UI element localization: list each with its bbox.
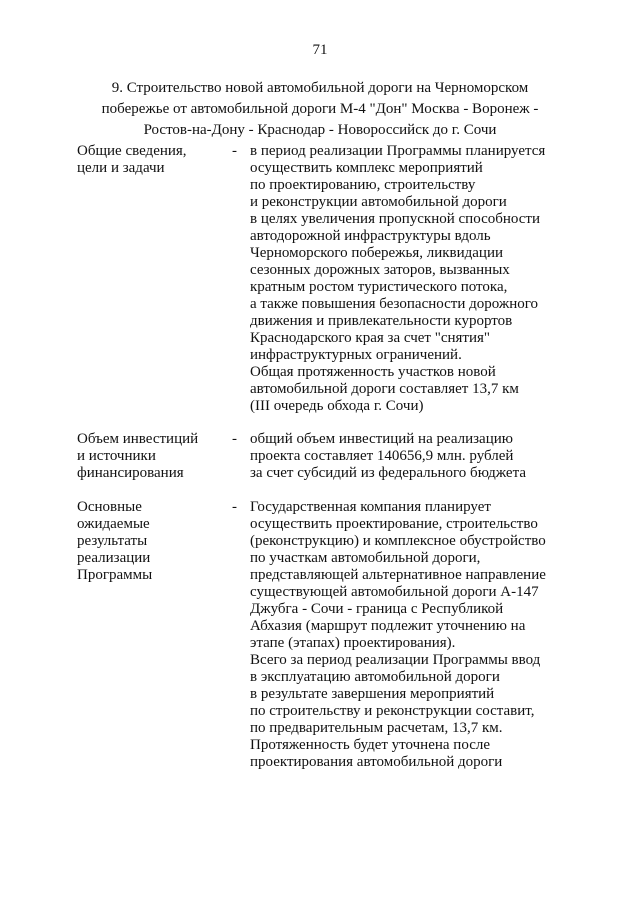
row-content-line: сезонных дорожных заторов, вызванных	[250, 262, 510, 278]
row-label-line: Программы	[77, 567, 153, 583]
row-dash: -	[232, 431, 237, 447]
row-label-line: результаты	[77, 533, 148, 549]
row-dash: -	[232, 143, 237, 159]
row-label-line: Объем инвестиций	[77, 431, 199, 447]
row-content-line: этапе (этапах) проектирования).	[250, 635, 456, 651]
row-content-line: проектирования автомобильной дороги	[250, 754, 503, 770]
row-content-line: Государственная компания планирует	[250, 499, 491, 515]
section-title-line: побережье от автомобильной дороги М-4 "Дон" Москва - Воронеж -	[101, 101, 539, 117]
row-content-line: инфраструктурных ограничений.	[250, 347, 462, 363]
row-content-line: Краснодарского края за счет "снятия"	[250, 330, 491, 346]
row-content-line: Общая протяженность участков новой	[250, 364, 496, 380]
row-content-line: по проектированию, строительству	[250, 177, 476, 193]
row-label-line: Общие сведения,	[77, 143, 187, 159]
row-content-line: (III очередь обхода г. Сочи)	[250, 398, 424, 414]
row-content-line: а также повышения безопасности дорожного	[250, 296, 539, 312]
section-title-line: Ростов-на-Дону - Краснодар - Новороссийск до г. Сочи	[143, 122, 497, 138]
row-label-line: ожидаемые	[77, 516, 150, 532]
row-content-line: кратным ростом туристического потока,	[250, 279, 508, 295]
row-content-line: автодорожной инфраструктуры вдоль	[250, 228, 491, 244]
row-content-line: Абхазия (маршрут подлежит уточнению на	[250, 618, 526, 634]
row-content-line: (реконструкцию) и комплексное обустройство	[250, 533, 546, 549]
row-content-line: Протяженность будет уточнена после	[250, 737, 490, 753]
row-label-line: цели и задачи	[77, 160, 165, 176]
row-content-line: Черноморского побережья, ликвидации	[250, 245, 504, 261]
row-content-line: и реконструкции автомобильной дороги	[250, 194, 507, 210]
row-content	[250, 499, 570, 771]
row-content-line: общий объем инвестиций на реализацию	[250, 431, 513, 447]
row-content	[250, 431, 570, 482]
row-content-line: в эксплуатацию автомобильной дороги	[250, 669, 500, 685]
row-dash: -	[232, 499, 237, 515]
row-content-line: существующей автомобильной дороги А-147	[250, 584, 539, 600]
row-label-line: реализации	[77, 550, 151, 566]
row-content-line: за счет субсидий из федерального бюджета	[250, 465, 526, 481]
row-label-line: Основные	[77, 499, 142, 515]
row-label-line: финансирования	[77, 465, 184, 481]
row-content	[250, 143, 570, 415]
row-content-line: осуществить комплекс мероприятий	[250, 160, 483, 176]
row-content-line: по участкам автомобильной дороги,	[250, 550, 481, 566]
row-content-line: проекта составляет 140656,9 млн. рублей	[250, 448, 514, 464]
row-content-line: по строительству и реконструкции составит,	[250, 703, 535, 719]
row-content-line: представляющей альтернативное направление	[250, 567, 546, 583]
section-title	[60, 78, 580, 141]
row-content-line: Всего за период реализации Программы ввод	[250, 652, 541, 668]
row-label	[77, 431, 227, 482]
section-title-line: 9. Строительство новой автомобильной дороги на Черноморском	[111, 80, 529, 96]
row-content-line: движения и привлекательности курортов	[250, 313, 513, 329]
page-number: 71	[312, 42, 328, 58]
row-content-line: осуществить проектирование, строительство	[250, 516, 538, 532]
row-content-line: Джубга - Сочи - граница с Республикой	[250, 601, 504, 617]
row-label	[77, 499, 227, 584]
row-content-line: в результате завершения мероприятий	[250, 686, 495, 702]
row-label	[77, 143, 227, 177]
row-content-line: по предварительным расчетам, 13,7 км.	[250, 720, 503, 736]
row-content-line: автомобильной дороги составляет 13,7 км	[250, 381, 519, 397]
row-content-line: в целях увеличения пропускной способности	[250, 211, 541, 227]
row-content-line: в период реализации Программы планируется	[250, 143, 546, 159]
row-label-line: и источники	[77, 448, 156, 464]
